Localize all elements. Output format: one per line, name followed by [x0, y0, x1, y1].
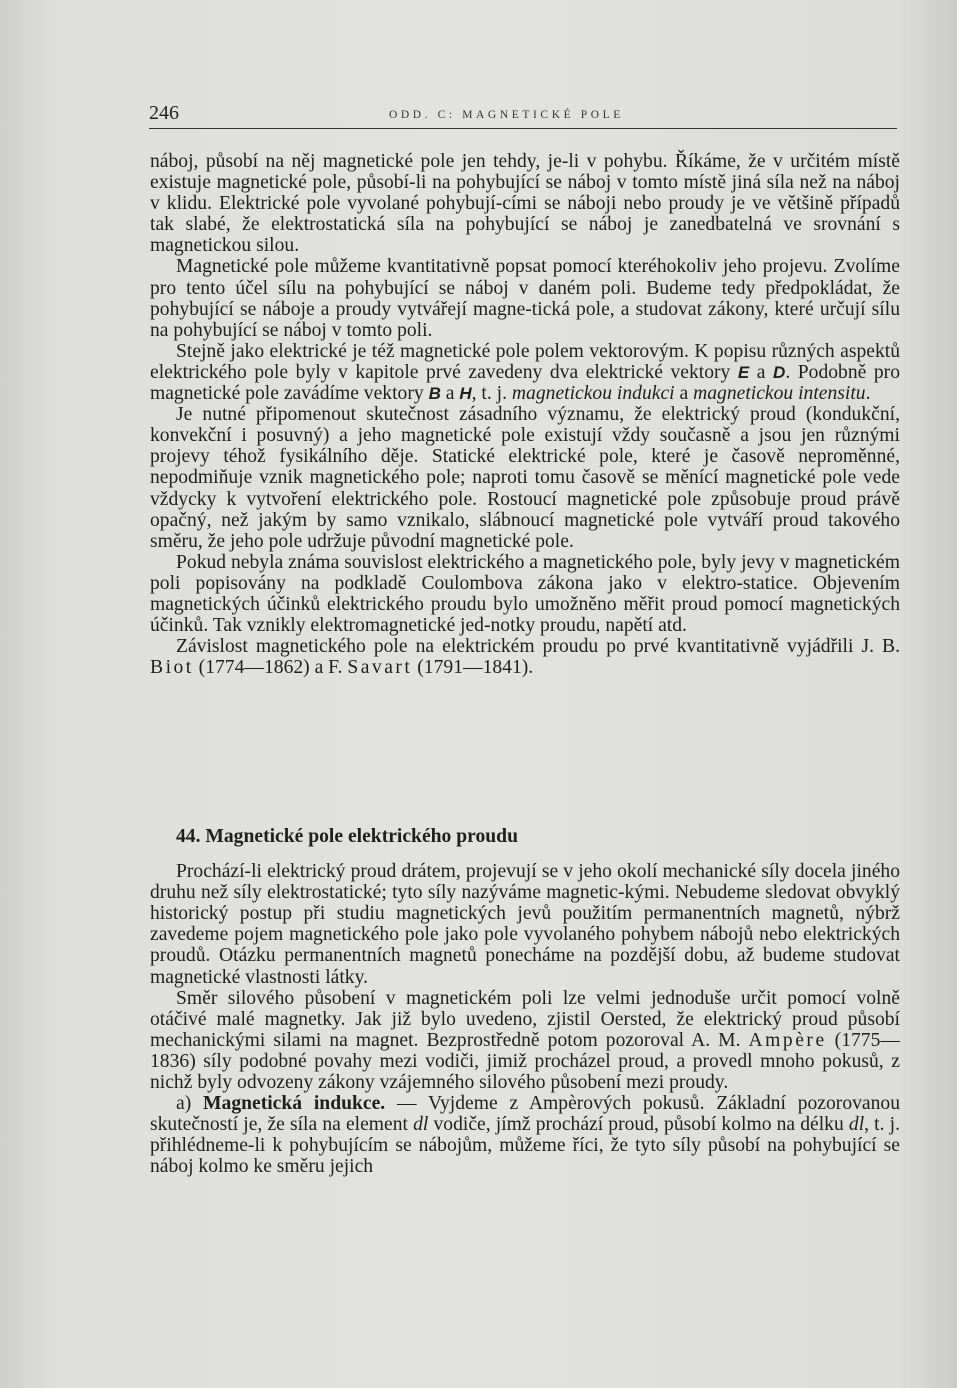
section-44 — [150, 826, 900, 1178]
paragraph-vectors — [150, 341, 900, 404]
italic-term: dl — [848, 1114, 865, 1136]
person-name: Ampère — [748, 1029, 827, 1051]
text-run: — Vyjdeme z Ampèrových pokusů. Základní pozorovanou skutečností je, že síla na element — [150, 1093, 901, 1136]
text-run: . — [865, 383, 871, 405]
text-run: , t. j. přihlédneme-li k pohybujícím se nábojům, můžeme říci, že tyto síly působí na pohybující se náboj kolmo ke směru jejich — [150, 1114, 901, 1178]
person-name: Biot — [150, 657, 194, 679]
paragraph: Je nutné připomenout skutečnost zásadního významu, že elektrický proud (kondukční, konvekční i posuvný) a jeho magnetické pole existují vždy současně a jsou jen různými projevy téhož fysikálního děje. Statické elektrické pole, které je časově neproměnné, nepodmiňuje vznik magnetického pole; naproti tomu časově se měnící magnetické pole vede vždycky k vytvoření elektrického pole. Rostoucí magnetické pole způsobuje proud právě opačný, než jakým by samo vznikalo, slábnoucí magnetické pole vytváří proud takového směru, že jeho pole udržuje původní magnetické pole. — [150, 404, 900, 552]
text-run: Stejně jako elektrické je též magnetické pole polem vektorovým. K popisu různých aspektů elektrického pole byly v kapitole prvé zavedeny dva elektrické vektory — [150, 340, 900, 383]
vector-symbol: E — [737, 362, 750, 382]
text-run: a — [674, 383, 694, 405]
text-run: Závislost magnetického pole na elektrickém proudu po prvé kvantitativně vyjádřili J. B. — [176, 636, 900, 658]
italic-term: dl — [413, 1114, 429, 1136]
header-rule — [149, 128, 897, 129]
text-run: vodiče, jímž prochází proud, působí kolmo na délku — [428, 1114, 849, 1136]
text-run: , t. j. — [471, 383, 512, 405]
vector-symbol: D — [773, 362, 786, 382]
running-head: ODD. C: MAGNETICKÉ POLE — [389, 109, 624, 121]
paragraph-biot-savart — [150, 636, 900, 678]
paragraph: Pokud nebyla známa souvislost elektrického a magnetického pole, byly jevy v magnetickém poli popisovány na podkladě Coulombova zákona jako v elektro-statice. Objevením magnetických účinků elektrického proudu bylo umožněno měřit proud pomocí magnetických účinků. Tak vznikly elektromagnetické jed-notky proudu, napětí atd. — [150, 551, 900, 637]
italic-term: magnetickou indukci — [511, 383, 675, 405]
vector-symbol: B — [428, 384, 441, 404]
vector-symbol: H — [459, 384, 472, 404]
italic-term: magnetickou intensitu — [693, 383, 866, 405]
page-number: 246 — [149, 102, 179, 124]
subheading: Magnetická indukce. — [203, 1093, 386, 1115]
text-run: a — [749, 361, 774, 383]
paragraph-magnetic-induction — [150, 1093, 900, 1177]
text-run: . Podobně pro magnetické pole zavádíme vektory — [150, 361, 900, 405]
paragraph: Prochází-li elektrický proud drátem, projevují se v jeho okolí mechanické síly docela jiného druhu než síly elektrostatické; tyto síly nazýváme magnetic-kými. Nebudeme sledovat obvyklý historický postup při studiu magnetických jevů použitím permanentních magnetů, nýbrž zavedeme pojem magnetického pole jako pole vyvolaného pohybem nábojů nebo elektrických proudů. Otázku permanentních magnetů ponecháme na pozdější dobu, až budeme studovat magnetické vlastnosti látky. — [150, 861, 900, 988]
text-run: (1775—1836) síly podobné povahy mezi vodiči, jimiž procházel proud, a provedl mnoho pokusů, z nichž byly odvozeny zákony vzájemného silového působení mezi proudy. — [150, 1029, 900, 1094]
page-header — [149, 102, 897, 128]
text-run: (1774—1862) a F. — [193, 657, 348, 679]
paragraph: Magnetické pole můžeme kvantitativně popsat pomocí kteréhokoliv jeho projevu. Zvolíme pro tento účel sílu na pohybující se náboj v daném poli. Budeme tedy předpokládat, že pohybující se náboje a proudy vytvářejí magne-tická pole, a studovat zákony, které určují sílu na pohybující se náboj v tomto poli. — [150, 256, 900, 341]
paragraph: náboj, působí na něj magnetické pole jen tehdy, je-li v pohybu. Říkáme, že v určitém místě existuje magnetické pole, působí-li na pohybující se náboj v tomto místě jiná síla než na náboj v klidu. Elektrické pole vyvolané pohybují-cími se náboji nebo proudy je ve většině případů tak slabé, že elektrostatická síla na pohybující se náboj je zanedbatelná ve srovnání s magnetickou silou. — [150, 151, 900, 257]
text-run: (1791—1841). — [412, 657, 534, 679]
section-title: 44. Magnetické pole elektrického proudu — [176, 826, 518, 847]
text-run: Směr silového působení v magnetickém poli lze velmi jednoduše určit pomocí volně otáčivé malé magnetky. Jak již bylo uvedeno, zjistil Oersted, že elektrický proud působí mechanickými silami na magnet. Bezprostředně potom pozoroval A. M. — [150, 987, 900, 1051]
body-text — [150, 151, 900, 678]
paragraph-ampere — [150, 988, 900, 1093]
text-run: a — [440, 383, 460, 405]
person-name: Savart — [347, 657, 413, 679]
item-label: a) — [176, 1093, 192, 1115]
